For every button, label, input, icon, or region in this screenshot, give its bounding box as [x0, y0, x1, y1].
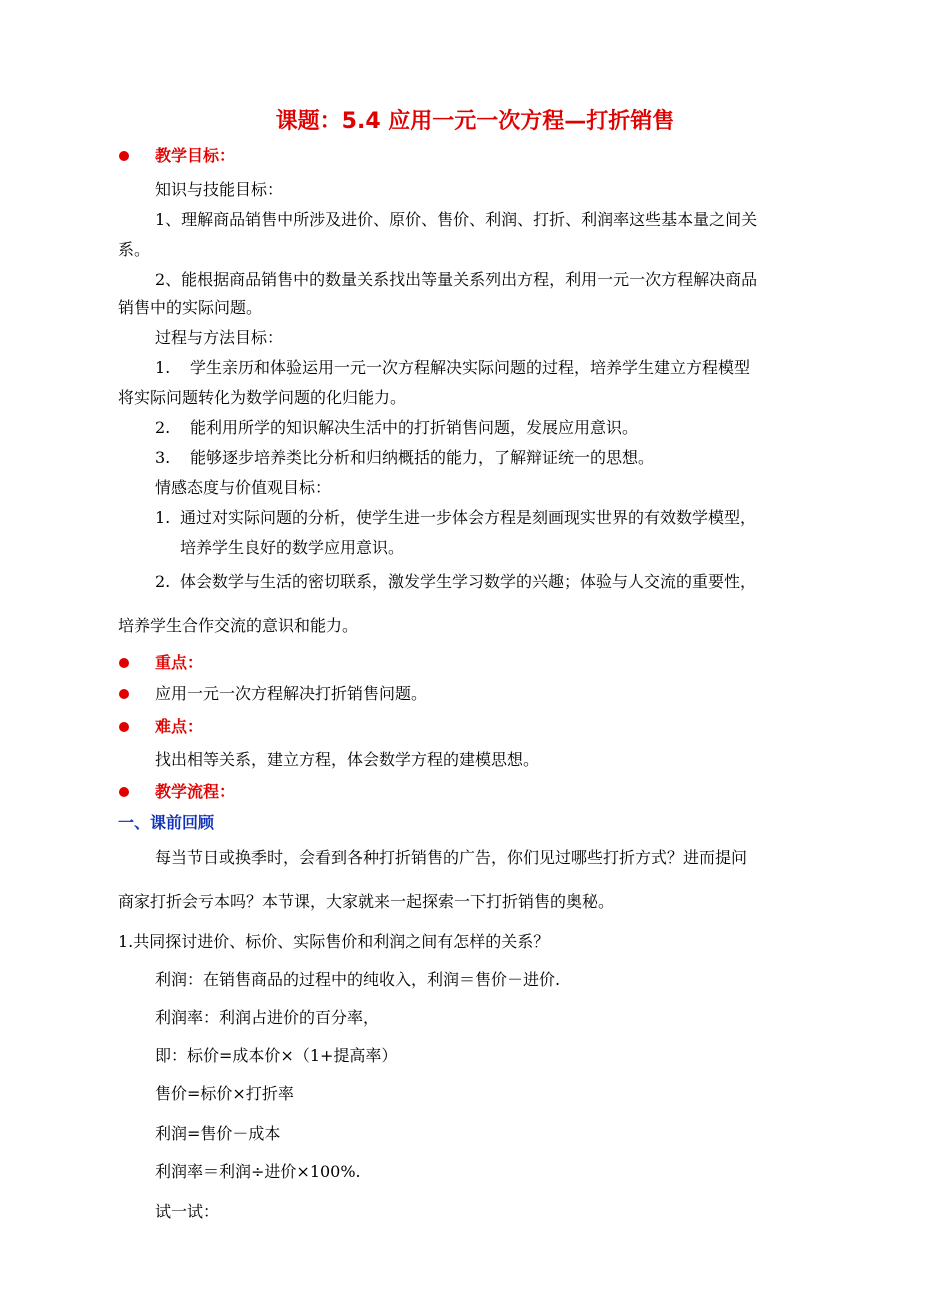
try-it-label: 试一试：: [155, 1202, 220, 1221]
key-point-text: 应用一元一次方程解决打折销售问题。: [155, 684, 428, 703]
doc-title: 课题：5.4 应用一元一次方程—打折销售: [275, 109, 675, 134]
p2-num: 2.: [155, 418, 171, 437]
flow-heading: 教学流程：: [155, 782, 236, 801]
formula-selling-price: 售价=标价×打折率: [155, 1084, 294, 1103]
key-point-heading: 重点：: [155, 653, 204, 672]
question-1: 1.共同探讨进价、标价、实际售价和利润之间有怎样的关系？: [118, 932, 550, 951]
a1-num: 1.: [155, 508, 171, 527]
profit-rate-definition: 利润率：利润占进价的百分率，: [155, 1008, 380, 1027]
bullet-icon: [119, 151, 129, 161]
p3-num: 3.: [155, 448, 171, 467]
a2-line2: 培养学生合作交流的意识和能力。: [118, 616, 359, 635]
k1-line1: 1、理解商品销售中所涉及进价、原价、售价、利润、打折、利润率这些基本量之间关: [155, 210, 758, 229]
profit-definition: 利润：在销售商品的过程中的纯收入，利润＝售价－进价.: [155, 970, 561, 989]
k2-line2: 销售中的实际问题。: [118, 298, 263, 317]
a2-line1: 体会数学与生活的密切联系，激发学生学习数学的兴趣；体验与人交流的重要性，: [180, 572, 757, 591]
attitude-heading: 情感态度与价值观目标：: [155, 478, 332, 497]
process-heading: 过程与方法目标：: [155, 328, 284, 347]
p1-line1: 学生亲历和体验运用一元一次方程解决实际问题的过程，培养学生建立方程模型: [190, 358, 751, 377]
a2-num: 2.: [155, 572, 171, 591]
difficulty-heading: 难点：: [155, 717, 204, 736]
formula-profit: 利润=售价－成本: [155, 1124, 281, 1143]
knowledge-heading: 知识与技能目标：: [155, 180, 284, 199]
bullet-icon: [119, 658, 129, 668]
intro-line2: 商家打折会亏本吗？本节课，大家就来一起探索一下打折销售的奥秘。: [118, 892, 615, 911]
p1-line2: 将实际问题转化为数学问题的化归能力。: [118, 388, 407, 407]
goals-heading: 教学目标：: [155, 146, 236, 165]
bullet-icon: [119, 689, 129, 699]
formula-marked-price: 即：标价=成本价×（1+提高率）: [155, 1046, 398, 1065]
difficulty-text: 找出相等关系，建立方程，体会数学方程的建模思想。: [155, 750, 540, 769]
p3-line1: 能够逐步培养类比分析和归纳概括的能力，了解辩证统一的思想。: [190, 448, 655, 467]
k2-line1: 2、能根据商品销售中的数量关系找出等量关系列出方程，利用一元一次方程解决商品: [155, 270, 758, 289]
bullet-icon: [119, 722, 129, 732]
intro-line1: 每当节日或换季时，会看到各种打折销售的广告，你们见过哪些打折方式？进而提问: [155, 848, 748, 867]
k1-line2: 系。: [118, 240, 151, 259]
bullet-icon: [119, 787, 129, 797]
formula-profit-rate: 利润率＝利润÷进价×100%.: [155, 1162, 361, 1181]
a1-line1: 通过对实际问题的分析，使学生进一步体会方程是刻画现实世界的有效数学模型，: [180, 508, 757, 527]
section1-heading: 一、课前回顾: [118, 813, 215, 832]
p1-num: 1.: [155, 358, 171, 377]
a1-line2: 培养学生良好的数学应用意识。: [180, 538, 405, 557]
p2-line1: 能利用所学的知识解决生活中的打折销售问题，发展应用意识。: [190, 418, 639, 437]
